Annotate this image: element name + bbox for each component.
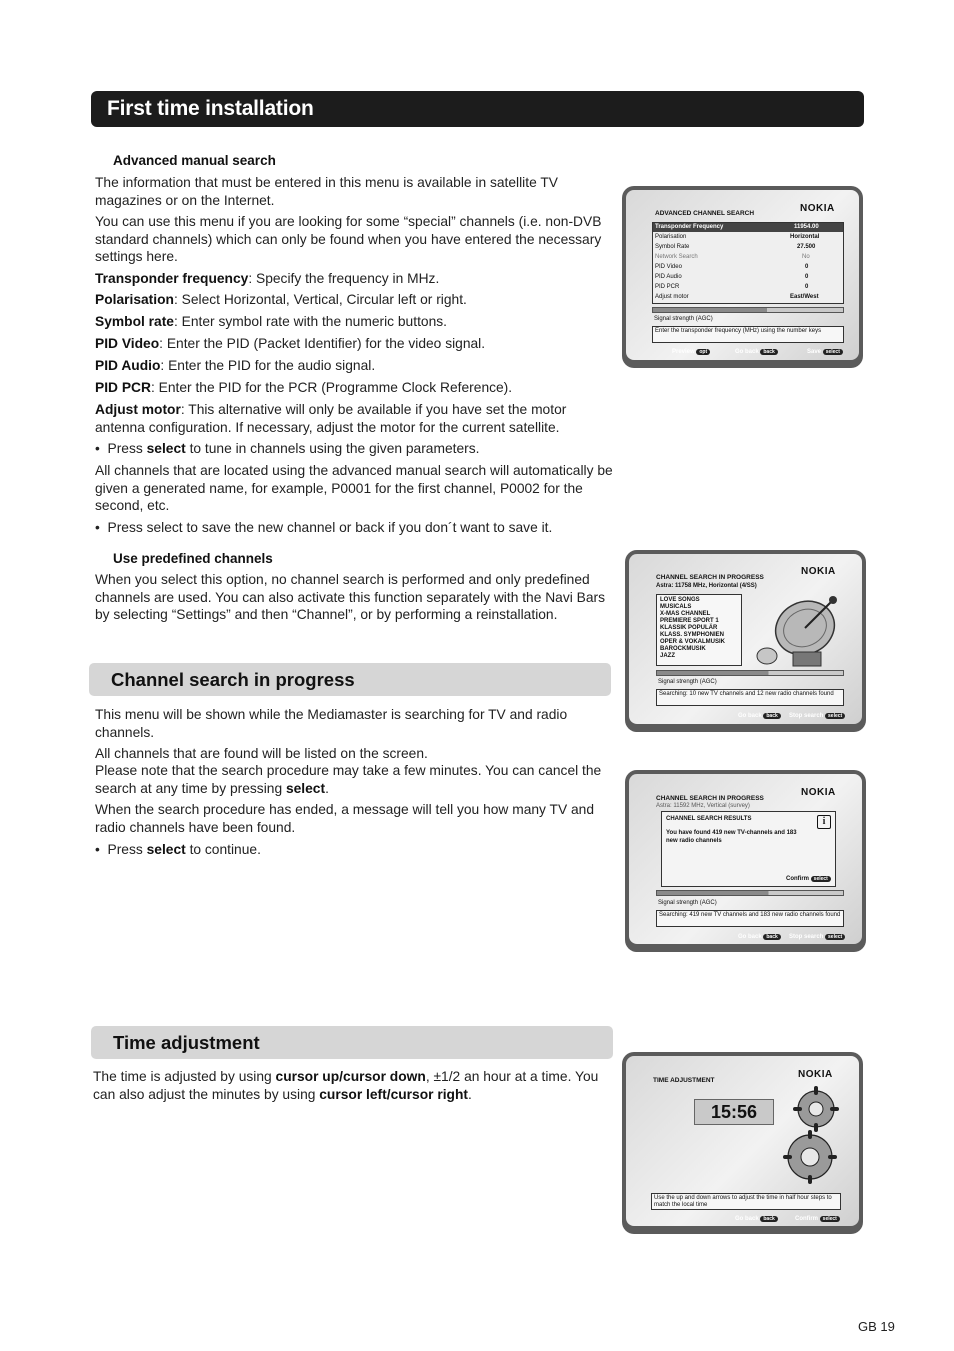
row-label: Transponder Frequency: [655, 224, 724, 230]
screen-title: CHANNEL SEARCH IN PROGRESS: [656, 574, 764, 581]
bullet-save: • Press select to save the new channel or back if you don´t want to save it.: [95, 520, 553, 535]
screen-title: TIME ADJUSTMENT: [653, 1077, 715, 1084]
key-separator: /: [339, 1069, 344, 1084]
button-label: Go back: [735, 1216, 759, 1222]
time-display[interactable]: 15:56: [694, 1099, 774, 1125]
bullet-continue: • Press select to continue.: [95, 842, 261, 857]
advanced-usage: You can use this menu if you are looking for some “special” channels (i.e. non-DVB standard channels) which can only be found when you have entered the necessary settings here.: [95, 214, 602, 264]
predefined-text: When you select this option, no channel search is performed and only predefined channels are used. You can also activate this function separately with the Navi Bars by selecting “Settings” and then “Channel”, or by performing a reinstallation.: [95, 572, 606, 622]
row-label: Adjust motor: [655, 294, 689, 300]
screen-title: ADVANCED CHANNEL SEARCH: [655, 210, 755, 217]
term-text: : Enter the PID (Packet Identifier) for the video signal.: [159, 336, 486, 351]
select-key-icon: select: [823, 349, 843, 355]
bullet-text: Press select to save the new channel or back if you don´t want to save it.: [107, 520, 553, 535]
button-label: Stop search: [789, 934, 824, 940]
back-key-icon: back: [760, 1216, 777, 1222]
bullet-select: • Press select to tune in channels using the given parameters.: [95, 441, 480, 456]
status-text: Searching: 419 new TV channels and 183 new radio channels found: [659, 912, 841, 918]
results-title: CHANNEL SEARCH RESULTS: [666, 816, 752, 822]
button-label: Go back: [738, 934, 762, 940]
status-box: [656, 910, 844, 927]
opt-key-icon: opt: [696, 349, 710, 355]
term-text: : This alternative will only be available if you have set the motor antenna configuration. If necessary, adjust the motor for the current satellite.: [95, 402, 567, 435]
button-label: Confirm: [795, 1216, 818, 1222]
key-cursor-left: cursor left: [319, 1086, 387, 1102]
note-key: select: [285, 780, 326, 796]
time-text: [93, 1068, 615, 1103]
channel-item: PREMIERE SPORT 1: [660, 618, 719, 624]
term-polarisation: [95, 291, 615, 309]
channel-item: JAZZ: [660, 653, 675, 659]
channel-item: BAROCKMUSIK: [660, 646, 706, 652]
back-key-icon: back: [763, 713, 780, 719]
row-label: PID Audio: [655, 274, 682, 280]
progress-intro: This menu will be shown while the Mediamaster is searching for TV and radio channels.: [95, 707, 568, 740]
screen-subtitle: Astra: 11592 MHz, Vertical (survey): [656, 803, 750, 809]
time-text-part: .: [468, 1086, 472, 1102]
page-title: First time installation: [107, 97, 314, 120]
status-box: [656, 689, 844, 706]
note-text: .: [325, 780, 329, 796]
help-box: [652, 326, 844, 343]
note-text: Please note that the search procedure may take a few minutes. You can cancel the search at any time by pressing: [95, 763, 602, 796]
bullet-key: select: [146, 842, 186, 857]
signal-label: Signal strength (AGC): [654, 316, 713, 322]
signal-strength-bar: [656, 670, 844, 676]
results-text: You have found 419 new TV-channels and 183 new radio channels: [666, 830, 797, 844]
help-box: [651, 1193, 841, 1210]
nokia-logo: NOKIA: [801, 787, 836, 798]
term-label: PID Audio: [95, 358, 161, 373]
term-pid-audio: [95, 357, 615, 375]
screen-title: CHANNEL SEARCH IN PROGRESS: [656, 795, 764, 802]
row-label: Symbol Rate: [655, 244, 690, 250]
progress-end-note: When the search procedure has ended, a message will tell you how many TV and radio channels have been found.: [95, 802, 595, 835]
channel-item: OPER & VOKALMUSIK: [660, 639, 726, 645]
stop-search-button[interactable]: [789, 934, 845, 940]
term-label: Adjust motor: [95, 402, 181, 417]
help-text: Use the up and down arrows to adjust the time in half hour steps to match the local time: [654, 1195, 832, 1208]
term-text: : Enter symbol rate with the numeric buttons.: [173, 314, 447, 329]
term-label: PID PCR: [95, 380, 151, 395]
button-label: Preview: [672, 349, 695, 355]
row-label: Network Search: [655, 254, 698, 260]
channel-item: LOVE SONGS: [660, 597, 700, 603]
channel-item: KLASS. SYMPHONIEN: [660, 632, 725, 638]
select-key-icon: select: [825, 713, 845, 719]
signal-label: Signal strength (AGC): [658, 900, 717, 906]
progress-heading: Channel search in progress: [111, 669, 355, 690]
row-value: 0: [805, 284, 809, 290]
row-label: PID Video: [655, 264, 682, 270]
row-value: East/West: [790, 294, 819, 300]
nokia-logo: NOKIA: [801, 566, 836, 577]
term-text: : Select Horizontal, Vertical, Circular left or right.: [173, 292, 467, 307]
term-text: : Specify the frequency in MHz.: [248, 271, 440, 286]
select-key-icon: select: [825, 934, 845, 940]
term-text: : Enter the PID for the audio signal.: [160, 358, 376, 373]
back-key-icon: back: [760, 349, 777, 355]
gear-icon: [772, 1085, 842, 1195]
help-text: Enter the transponder frequency (MHz) using the number keys: [655, 328, 822, 334]
row-value: Horizontal: [790, 234, 820, 240]
signal-strength-bar: [656, 890, 844, 896]
bullet-text: to tune in channels using the given parameters.: [185, 441, 480, 456]
channel-item: KLASSIK POPULÄR: [660, 625, 718, 631]
progress-cancel-note: [95, 762, 615, 797]
key-cursor-down: cursor down: [343, 1069, 426, 1084]
info-icon: i: [817, 815, 831, 829]
row-label: PID PCR: [655, 284, 680, 290]
term-pid-video: [95, 335, 615, 353]
signal-strength-bar: [652, 307, 844, 313]
go-back-button[interactable]: [738, 713, 781, 719]
time-heading: Time adjustment: [113, 1032, 260, 1053]
advanced-heading: Advanced manual search: [113, 153, 276, 168]
advanced-naming: All channels that are located using the advanced manual search will automatically be given a generated name, for example, P0001 for the first channel, P0002 for the second, etc.: [95, 463, 613, 513]
term-label: Symbol rate: [95, 314, 174, 329]
select-key-icon: select: [820, 1216, 840, 1222]
key-cursor-right: cursor right: [390, 1086, 468, 1102]
term-pid-pcr: [95, 379, 615, 397]
term-label: Polarisation: [95, 292, 174, 307]
term-transponder: [95, 270, 615, 288]
satellite-dish-icon: [753, 590, 848, 672]
key-separator: /: [386, 1086, 391, 1102]
row-label: Polarisation: [655, 234, 687, 240]
advanced-intro: The information that must be entered in this menu is available in satellite TV magazines or on the Internet.: [95, 175, 558, 208]
bullet-text: to continue.: [185, 842, 261, 857]
row-value: 0: [805, 264, 809, 270]
screenshot-search-results: [625, 770, 866, 952]
term-label: Transponder frequency: [95, 271, 249, 286]
stop-search-button[interactable]: [789, 713, 845, 719]
screenshot-advanced-search: [622, 186, 863, 368]
screenshot-time-adjustment: [622, 1052, 863, 1234]
bullet-key: select: [146, 441, 186, 456]
go-back-button[interactable]: [738, 934, 781, 940]
nokia-logo: NOKIA: [800, 203, 835, 214]
time-section-bar: [91, 1026, 613, 1059]
time-text-part: The time is adjusted by using: [93, 1069, 276, 1084]
row-value: No: [802, 254, 810, 260]
save-button[interactable]: [807, 349, 843, 355]
bullet-text: Press: [107, 441, 147, 456]
nokia-logo: NOKIA: [798, 1069, 833, 1080]
term-symbol-rate: [95, 313, 615, 331]
go-back-button[interactable]: [735, 1216, 778, 1222]
confirm-button[interactable]: [786, 876, 831, 882]
row-value: 0: [805, 274, 809, 280]
screenshot-search-progress: [625, 550, 866, 732]
select-key-icon: select: [811, 876, 831, 882]
time-text-part: , ±1/2 an hour at a time. You can also adjust the minutes by using: [93, 1069, 599, 1102]
term-adjust-motor: [95, 401, 615, 436]
button-label: Go back: [738, 713, 762, 719]
button-label: Confirm: [786, 876, 809, 882]
section-banner: [91, 91, 864, 127]
signal-label: Signal strength (AGC): [658, 679, 717, 685]
screen-subtitle: Astra: 11758 MHz, Horizontal (4/SS): [656, 583, 757, 589]
channel-item: MUSICALS: [660, 604, 692, 610]
row-value: 11954.00: [794, 224, 819, 230]
page-number: GB 19: [858, 1319, 895, 1334]
key-cursor-up: cursor up: [275, 1069, 340, 1084]
button-label: Save: [807, 349, 822, 355]
button-label: Stop search: [789, 713, 824, 719]
channel-item: X-MAS CHANNEL: [660, 611, 711, 617]
bullet-text: Press: [107, 842, 147, 857]
row-value: 27.500: [797, 244, 816, 250]
button-label: Go back: [735, 349, 759, 355]
term-text: : Enter the PID for the PCR (Programme Clock Reference).: [150, 380, 513, 395]
term-label: PID Video: [95, 336, 160, 351]
progress-section-bar: [89, 663, 611, 696]
go-back-button[interactable]: [735, 349, 778, 355]
confirm-button[interactable]: [795, 1216, 840, 1222]
progress-list-note: All channels that are found will be listed on the screen.: [95, 746, 428, 761]
back-key-icon: back: [763, 934, 780, 940]
status-text: Searching: 10 new TV channels and 12 new radio channels found: [659, 691, 834, 697]
preview-button[interactable]: [672, 349, 710, 355]
predefined-heading: Use predefined channels: [113, 551, 273, 566]
